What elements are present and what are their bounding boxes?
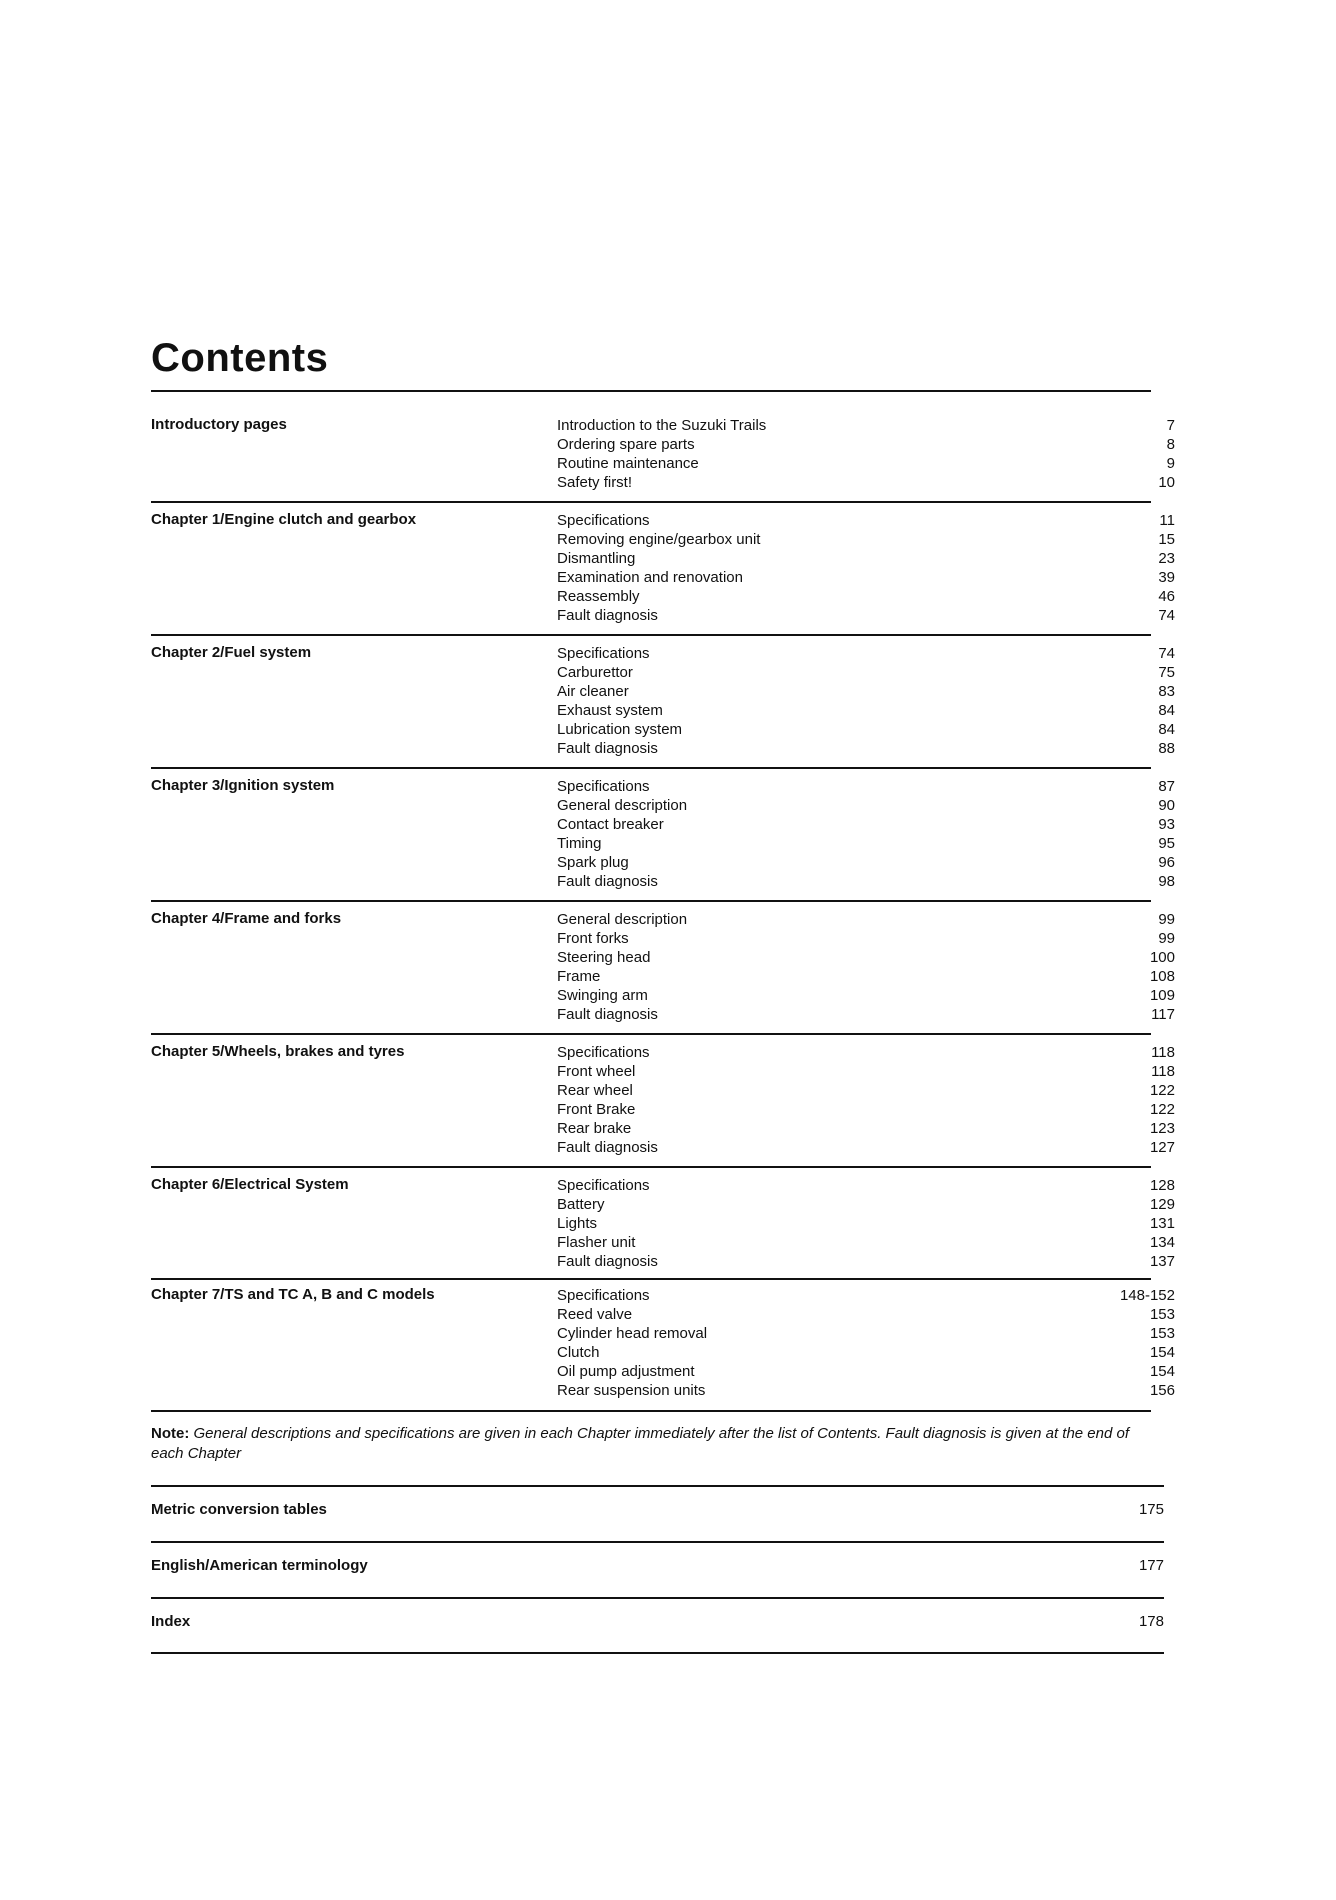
entry-page: 39 (1158, 569, 1175, 586)
entry-page: 118 (1151, 1063, 1175, 1080)
entry-list (557, 1043, 1175, 1157)
entry-label: Timing (557, 835, 602, 852)
list-item[interactable] (557, 739, 1175, 758)
entry-page: 99 (1158, 930, 1175, 947)
entry-page: 11 (1159, 512, 1175, 529)
list-item[interactable] (557, 568, 1175, 587)
list-item[interactable] (557, 910, 1175, 929)
entry-label: Air cleaner (557, 683, 629, 700)
section-title: Chapter 4/Frame and forks (151, 910, 342, 927)
entry-label: Specifications (557, 512, 650, 529)
entry-page: 108 (1149, 968, 1175, 985)
entry-page: 10 (1158, 474, 1175, 491)
entry-label: General description (557, 911, 688, 928)
entry-label: Clutch (557, 1344, 600, 1361)
entry-label: Fault diagnosis (557, 1253, 658, 1270)
note-prefix: Note: (151, 1425, 190, 1442)
entry-page: 134 (1149, 1234, 1175, 1251)
list-item[interactable] (557, 967, 1175, 986)
entry-page: 128 (1149, 1177, 1175, 1194)
section-title: Chapter 7/TS and TC A, B and C models (151, 1286, 435, 1303)
entry-label: Metric conversion tables (151, 1501, 327, 1518)
entry-page: 7 (1166, 417, 1175, 434)
entry-page: 23 (1158, 550, 1175, 567)
list-item[interactable] (557, 1043, 1175, 1062)
entry-label: Examination and renovation (557, 569, 743, 586)
entry-page: 99 (1158, 911, 1175, 928)
list-item[interactable] (557, 834, 1175, 853)
list-item[interactable] (557, 1286, 1175, 1305)
list-item[interactable] (557, 587, 1175, 606)
list-item[interactable] (557, 682, 1175, 701)
entry-page: 15 (1158, 531, 1175, 548)
list-item[interactable] (557, 644, 1175, 663)
list-item[interactable] (557, 986, 1175, 1005)
entry-page: 122 (1149, 1101, 1175, 1118)
divider (151, 501, 1151, 503)
entry-page: 129 (1149, 1196, 1175, 1213)
list-item[interactable] (557, 1343, 1175, 1362)
list-item[interactable] (557, 454, 1175, 473)
entry-page: 96 (1158, 854, 1175, 871)
list-item-index[interactable] (151, 1613, 1164, 1630)
entry-label: Reed valve (557, 1306, 633, 1323)
entry-label: Specifications (557, 1044, 650, 1061)
list-item[interactable] (557, 1195, 1175, 1214)
entry-page: 117 (1151, 1006, 1175, 1023)
entry-label: Removing engine/gearbox unit (557, 531, 761, 548)
page-title: Contents (151, 336, 329, 380)
entry-page: 175 (1138, 1501, 1164, 1518)
entry-label: Fault diagnosis (557, 873, 658, 890)
entry-label: Index (151, 1613, 191, 1630)
entry-label: Front forks (557, 930, 629, 947)
entry-list (557, 511, 1175, 625)
divider (151, 1410, 1151, 1412)
entry-list (557, 910, 1175, 1024)
list-item[interactable] (557, 1362, 1175, 1381)
entry-page: 127 (1149, 1139, 1175, 1156)
entry-label: Front Brake (557, 1101, 636, 1118)
entry-page: 83 (1158, 683, 1175, 700)
divider (151, 1597, 1164, 1599)
entry-page: 74 (1158, 645, 1175, 662)
list-item[interactable] (557, 1324, 1175, 1343)
list-item[interactable] (557, 1176, 1175, 1195)
entry-label: Front wheel (557, 1063, 636, 1080)
divider (151, 390, 1151, 392)
entry-label: Specifications (557, 778, 650, 795)
entry-list (557, 1286, 1175, 1400)
entry-page: 98 (1158, 873, 1175, 890)
divider (151, 900, 1151, 902)
entry-list (557, 416, 1175, 492)
entry-list (557, 777, 1175, 891)
entry-label: Rear wheel (557, 1082, 633, 1099)
list-item[interactable] (557, 416, 1175, 435)
entry-page: 177 (1138, 1557, 1164, 1574)
list-item-terminology[interactable] (151, 1557, 1164, 1574)
entry-label: Reassembly (557, 588, 640, 605)
contents-note (151, 1424, 1161, 1464)
section-title: Chapter 6/Electrical System (151, 1176, 349, 1193)
entry-label: Oil pump adjustment (557, 1363, 695, 1380)
entry-label: Rear brake (557, 1120, 632, 1137)
entry-page: 84 (1158, 721, 1175, 738)
list-item[interactable] (557, 872, 1175, 891)
list-item[interactable] (557, 606, 1175, 625)
entry-page: 95 (1158, 835, 1175, 852)
section-title: Chapter 2/Fuel system (151, 644, 312, 661)
entry-page: 154 (1149, 1363, 1175, 1380)
list-item[interactable] (557, 796, 1175, 815)
section-title: Chapter 1/Engine clutch and gearbox (151, 511, 417, 528)
divider (151, 1278, 1151, 1280)
entry-page: 74 (1158, 607, 1175, 624)
entry-label: Contact breaker (557, 816, 664, 833)
divider (151, 1166, 1151, 1168)
entry-page: 131 (1149, 1215, 1175, 1232)
entry-page: 90 (1158, 797, 1175, 814)
entry-label: Routine maintenance (557, 455, 699, 472)
list-item[interactable] (557, 1381, 1175, 1400)
list-item[interactable] (557, 549, 1175, 568)
entry-page: 154 (1149, 1344, 1175, 1361)
entry-label: Dismantling (557, 550, 636, 567)
entry-page: 156 (1149, 1382, 1175, 1399)
entry-page: 75 (1158, 664, 1175, 681)
entry-page: 88 (1158, 740, 1175, 757)
list-item[interactable] (557, 1062, 1175, 1081)
entry-page: 148-152 (1119, 1287, 1175, 1304)
entry-page: 109 (1149, 987, 1175, 1004)
entry-page: 9 (1166, 455, 1175, 472)
entry-page: 153 (1149, 1306, 1175, 1323)
divider (151, 1541, 1164, 1543)
list-item[interactable] (557, 435, 1175, 454)
entry-label: Fault diagnosis (557, 740, 658, 757)
entry-label: Battery (557, 1196, 605, 1213)
divider (151, 634, 1151, 636)
list-item[interactable] (557, 853, 1175, 872)
entry-list (557, 644, 1175, 758)
list-item[interactable] (557, 1138, 1175, 1157)
entry-page: 84 (1158, 702, 1175, 719)
entry-label: Ordering spare parts (557, 436, 695, 453)
list-item-metric-conversion[interactable] (151, 1501, 1164, 1518)
entry-list (557, 1176, 1175, 1271)
entry-page: 100 (1149, 949, 1175, 966)
list-item[interactable] (557, 929, 1175, 948)
entry-label: Fault diagnosis (557, 607, 658, 624)
entry-page: 118 (1151, 1044, 1175, 1061)
divider (151, 1033, 1151, 1035)
divider (151, 1485, 1164, 1487)
list-item[interactable] (557, 1233, 1175, 1252)
list-item[interactable] (557, 1214, 1175, 1233)
list-item[interactable] (557, 720, 1175, 739)
divider (151, 1652, 1164, 1654)
entry-label: English/American terminology (151, 1557, 368, 1574)
entry-label: Flasher unit (557, 1234, 636, 1251)
entry-label: Frame (557, 968, 601, 985)
entry-page: 178 (1138, 1613, 1164, 1630)
entry-label: Rear suspension units (557, 1382, 706, 1399)
entry-label: Introduction to the Suzuki Trails (557, 417, 767, 434)
entry-label: Specifications (557, 645, 650, 662)
entry-page: 123 (1149, 1120, 1175, 1137)
list-item[interactable] (557, 473, 1175, 492)
list-item[interactable] (557, 1305, 1175, 1324)
section-title: Chapter 5/Wheels, brakes and tyres (151, 1043, 405, 1060)
entry-label: Carburettor (557, 664, 633, 681)
list-item[interactable] (557, 663, 1175, 682)
entry-page: 8 (1166, 436, 1175, 453)
list-item[interactable] (557, 701, 1175, 720)
list-item[interactable] (557, 777, 1175, 796)
entry-label: General description (557, 797, 688, 814)
entry-label: Lights (557, 1215, 598, 1232)
entry-label: Spark plug (557, 854, 629, 871)
entry-page: 46 (1158, 588, 1175, 605)
list-item[interactable] (557, 530, 1175, 549)
list-item[interactable] (557, 948, 1175, 967)
entry-label: Swinging arm (557, 987, 648, 1004)
entry-page: 137 (1149, 1253, 1175, 1270)
entry-label: Specifications (557, 1287, 650, 1304)
entry-label: Cylinder head removal (557, 1325, 708, 1342)
entry-page: 153 (1149, 1325, 1175, 1342)
list-item[interactable] (557, 1100, 1175, 1119)
entry-page: 122 (1149, 1082, 1175, 1099)
entry-page: 87 (1158, 778, 1175, 795)
section-title: Chapter 3/Ignition system (151, 777, 335, 794)
entry-label: Safety first! (557, 474, 633, 491)
entry-label: Lubrication system (557, 721, 683, 738)
list-item[interactable] (557, 1005, 1175, 1024)
section-title: Introductory pages (151, 416, 287, 433)
divider (151, 767, 1151, 769)
list-item[interactable] (557, 815, 1175, 834)
entry-page: 93 (1158, 816, 1175, 833)
list-item[interactable] (557, 1119, 1175, 1138)
entry-label: Specifications (557, 1177, 650, 1194)
entry-label: Fault diagnosis (557, 1006, 658, 1023)
list-item[interactable] (557, 511, 1175, 530)
entry-label: Fault diagnosis (557, 1139, 658, 1156)
list-item[interactable] (557, 1252, 1175, 1271)
note-text: General descriptions and specifications are given in each Chapter immediately after the list of Contents. Fault diagnosis is given at the end of each Chapter (151, 1425, 1130, 1462)
list-item[interactable] (557, 1081, 1175, 1100)
entry-label: Exhaust system (557, 702, 663, 719)
entry-label: Steering head (557, 949, 651, 966)
